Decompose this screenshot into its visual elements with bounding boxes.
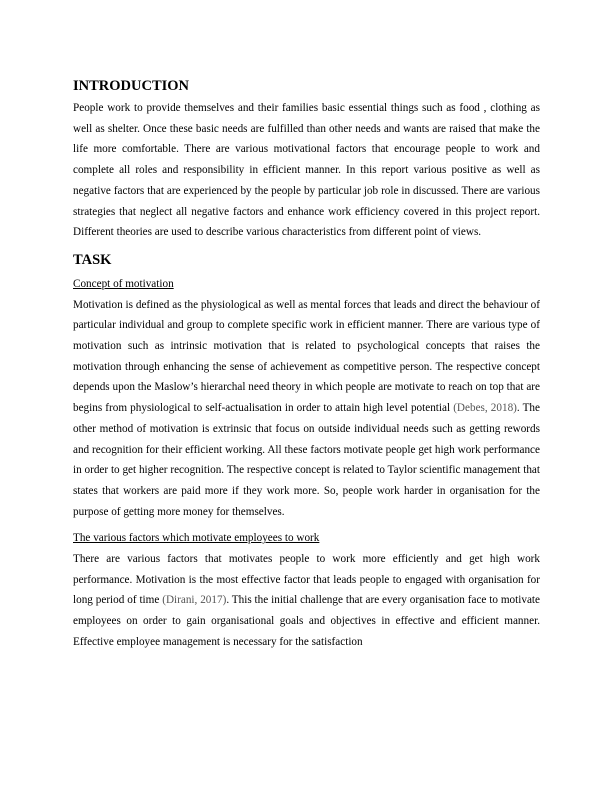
concept-paragraph <box>73 295 540 523</box>
citation-dirani: (Dirani, 2017) <box>162 594 227 607</box>
factors-paragraph <box>73 549 540 653</box>
introduction-paragraph: People work to provide themselves and their families basic essential things such as food , clothing as well as shelter. Once these basic needs are fulfilled than other needs and wants are raised that make the life more comfortable. There are various motivational factors that encourage people to work and complete all roles and responsibility in efficient manner. In this report various positive as well as negative factors that are experienced by the people by particular job role in discussed. There are various strategies that neglect all negative factors and enhance work efficiency covered in this project report. Different theories are used to describe various characteristics from different point of views. <box>73 102 540 239</box>
concept-text-1: Motivation is defined as the physiological as well as mental forces that leads and direct the behaviour of particular individual and group to complete specific work in efficient manner. There are various type of motivation such as intrinsic motivation that is related to psychological concepts that raises the motivation through enhancing the sense of achievement as competitive person. The respective concept depends upon the Maslow’s hierarchal need theory in which people are motivate to reach on top that are begins from physiological to self-actualisation in order to attain high level potential <box>73 298 540 415</box>
concept-subheading: Concept of motivation <box>73 277 174 290</box>
factors-text-1: There are various factors that motivates people to work more efficiently and get high work performance. Motivation is the most effective factor that leads people to engaged with organisation for long period of time <box>73 553 540 607</box>
introduction-heading: INTRODUCTION <box>73 78 190 94</box>
factors-text-2: . This the initial challenge that are every organisation face to motivate employees on order to gain organisational goals and objectives in effective and efficient manner. Effective employee management is necessary for the satisfaction <box>73 594 540 648</box>
factors-subheading: The various factors which motivate employees to work <box>73 532 320 545</box>
citation-debes: (Debes, 2018) <box>453 402 517 415</box>
concept-text-2: . The other method of motivation is extrinsic that focus on outside individual needs such as getting rewords and recognition for their efficient working. All these factors motivate people get high work performance in order to get higher recognition. The respective concept is related to Taylor scientific management that states that workers are paid more if they work more. So, people work harder in organisation for the purpose of getting more money for themselves. <box>73 402 540 518</box>
document-page <box>73 76 540 653</box>
task-heading: TASK <box>73 251 112 268</box>
